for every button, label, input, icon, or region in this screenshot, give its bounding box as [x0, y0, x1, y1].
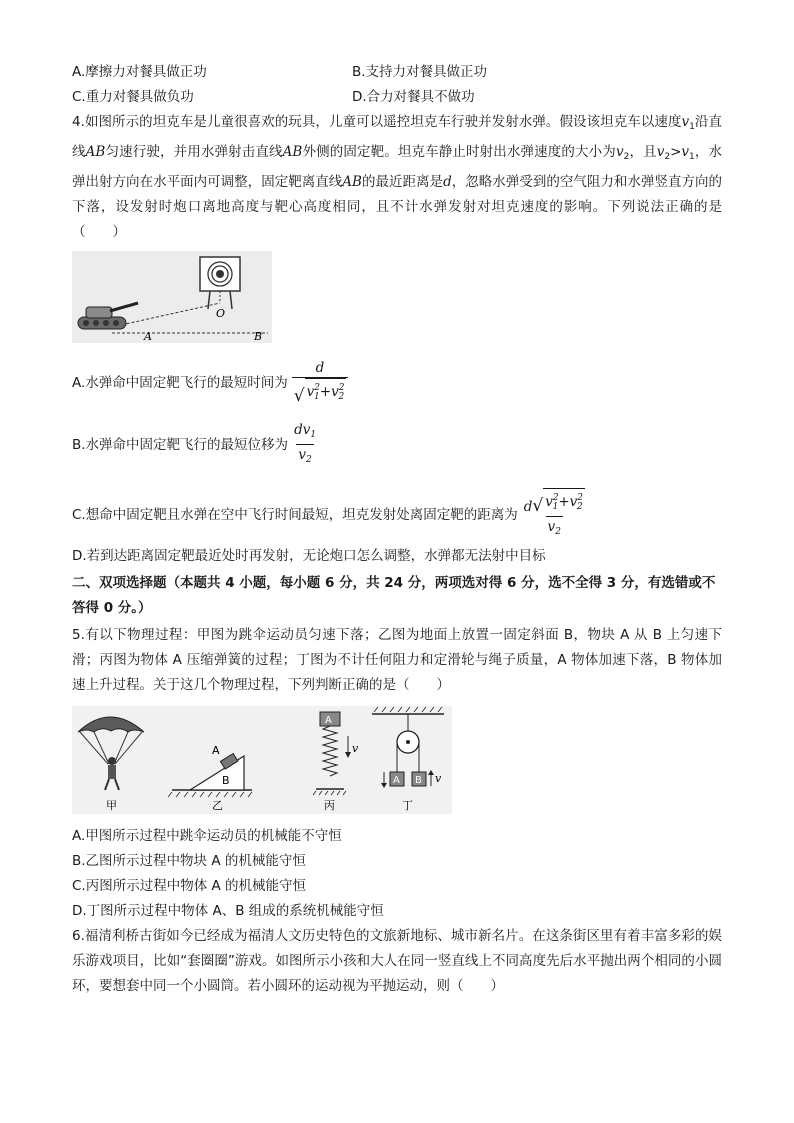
fig-label-o: O — [216, 307, 226, 320]
q3-option-c[interactable]: C.重力对餐具做负功 — [72, 89, 194, 105]
q3-option-a[interactable]: A.摩擦力对餐具做正功 — [72, 64, 207, 80]
q3-option-b[interactable]: B.支持力对餐具做正功 — [352, 64, 488, 80]
label-b-yi: B — [222, 774, 230, 787]
caption-ding: 丁 — [402, 799, 413, 812]
formula-a: d √ $v^2_1+v^2_2$ — [292, 359, 348, 407]
caption-yi: 乙 — [212, 799, 223, 812]
caption-bing: 丙 — [324, 799, 335, 812]
q3-options-row-1 — [72, 60, 722, 85]
q4-option-a[interactable]: A.水弹命中固定靶飞行的最短时间为 d √ $v^2_1+v^2_2$ — [72, 359, 722, 407]
label-v-ding: v — [435, 772, 442, 785]
label-b-ding: B — [415, 775, 422, 786]
fig-label-a: A — [144, 330, 152, 343]
q5-option-a[interactable]: A.甲图所示过程中跳伞运动员的机械能不守恒 — [72, 828, 342, 844]
fig-label-b: B — [254, 330, 263, 343]
label-a-bing: A — [325, 715, 332, 726]
q4-tank-target-figure — [72, 251, 272, 343]
q5-option-b[interactable]: B.乙图所示过程中物块 A 的机械能守恒 — [72, 853, 306, 869]
q6-stem: 6.福清利桥古街如今已经成为福清人文历史特色的文旅新地标、城市新名片。在这条街区里有着丰富多彩的娱乐游戏项目，比如“套圈圈”游戏。如图所示小孩和大人在同一竖直线上不同高度先后水平抛出两个相同的小圆环，要想套中同一个小圆筒。若小圆环的运动视为平抛运动，则（ ） — [72, 928, 722, 994]
formula-b: $\frac{dv_1}{v_2}$ — [292, 421, 318, 470]
caption-jia: 甲 — [106, 799, 117, 812]
q5-four-diagrams-figure — [72, 706, 452, 814]
q5-stem: 5.有以下物理过程：甲图为跳伞运动员匀速下落；乙图为地面上放置一固定斜面 B，物块 A 从 B 上匀速下滑；丙图为物体 A 压缩弹簧的过程；丁图为不计任何阻力和定滑轮与绳子质量，A 物体加速下落，B 物体加速上升过程。关于这几个物理过程，下列判断正确的是（ ） — [72, 627, 722, 693]
exam-page — [72, 60, 722, 999]
q5-option-c[interactable]: C.丙图所示过程中物体 A 的机械能守恒 — [72, 878, 307, 894]
q3-options-row-2 — [72, 85, 722, 110]
label-v-bing: v — [352, 742, 359, 755]
q4-option-c[interactable]: C.想命中固定靶且水弹在空中飞行时间最短，坦克发射处离固定靶的距离为 d √ $v^2_1+v^2_2$ $v_2$ — [72, 488, 722, 542]
q4-option-b[interactable]: B.水弹命中固定靶飞行的最短位移为 $\frac{dv_1}{v_2}$ — [72, 421, 722, 470]
q3-option-d[interactable]: D.合力对餐具不做功 — [352, 89, 475, 105]
section2-heading: 二、双项选择题（本题共 4 小题，每小题 6 分，共 24 分，两项选对得 6 分，选不全得 3 分，有选错或不答得 0 分。） — [72, 575, 716, 616]
label-a-yi: A — [212, 744, 220, 757]
q5-option-d[interactable]: D.丁图所示过程中物体 A、B 组成的系统机械能守恒 — [72, 903, 384, 919]
label-a-ding: A — [393, 775, 400, 786]
formula-c: d √ $v^2_1+v^2_2$ $v_2$ — [522, 488, 587, 542]
q4-stem: 4.如图所示的坦克车是儿童很喜欢的玩具，儿童可以遥控坦克车行驶并发射水弹。假设该坦克车以速度$v_1$沿直线AB匀速行驶，并用水弹射击直线AB外侧的固定靶。坦克车静止时射出水弹速度的大小为$v_2$，且$v_2>v_1$，水弹出射方向在水平面内可调整，固定靶离直线AB的最近距离是d，忽略水弹受到的空气阻力和水弹竖直方向的下落，设发射时炮口离地高度与靶心高度相同，且不计水弹发射对坦克速度的影响。下列说法正确的是（ ） — [72, 114, 723, 240]
q4-option-d[interactable]: D.若到达距离固定靶最近处时再发射，无论炮口怎么调整，水弹都无法射中目标 — [72, 548, 546, 564]
